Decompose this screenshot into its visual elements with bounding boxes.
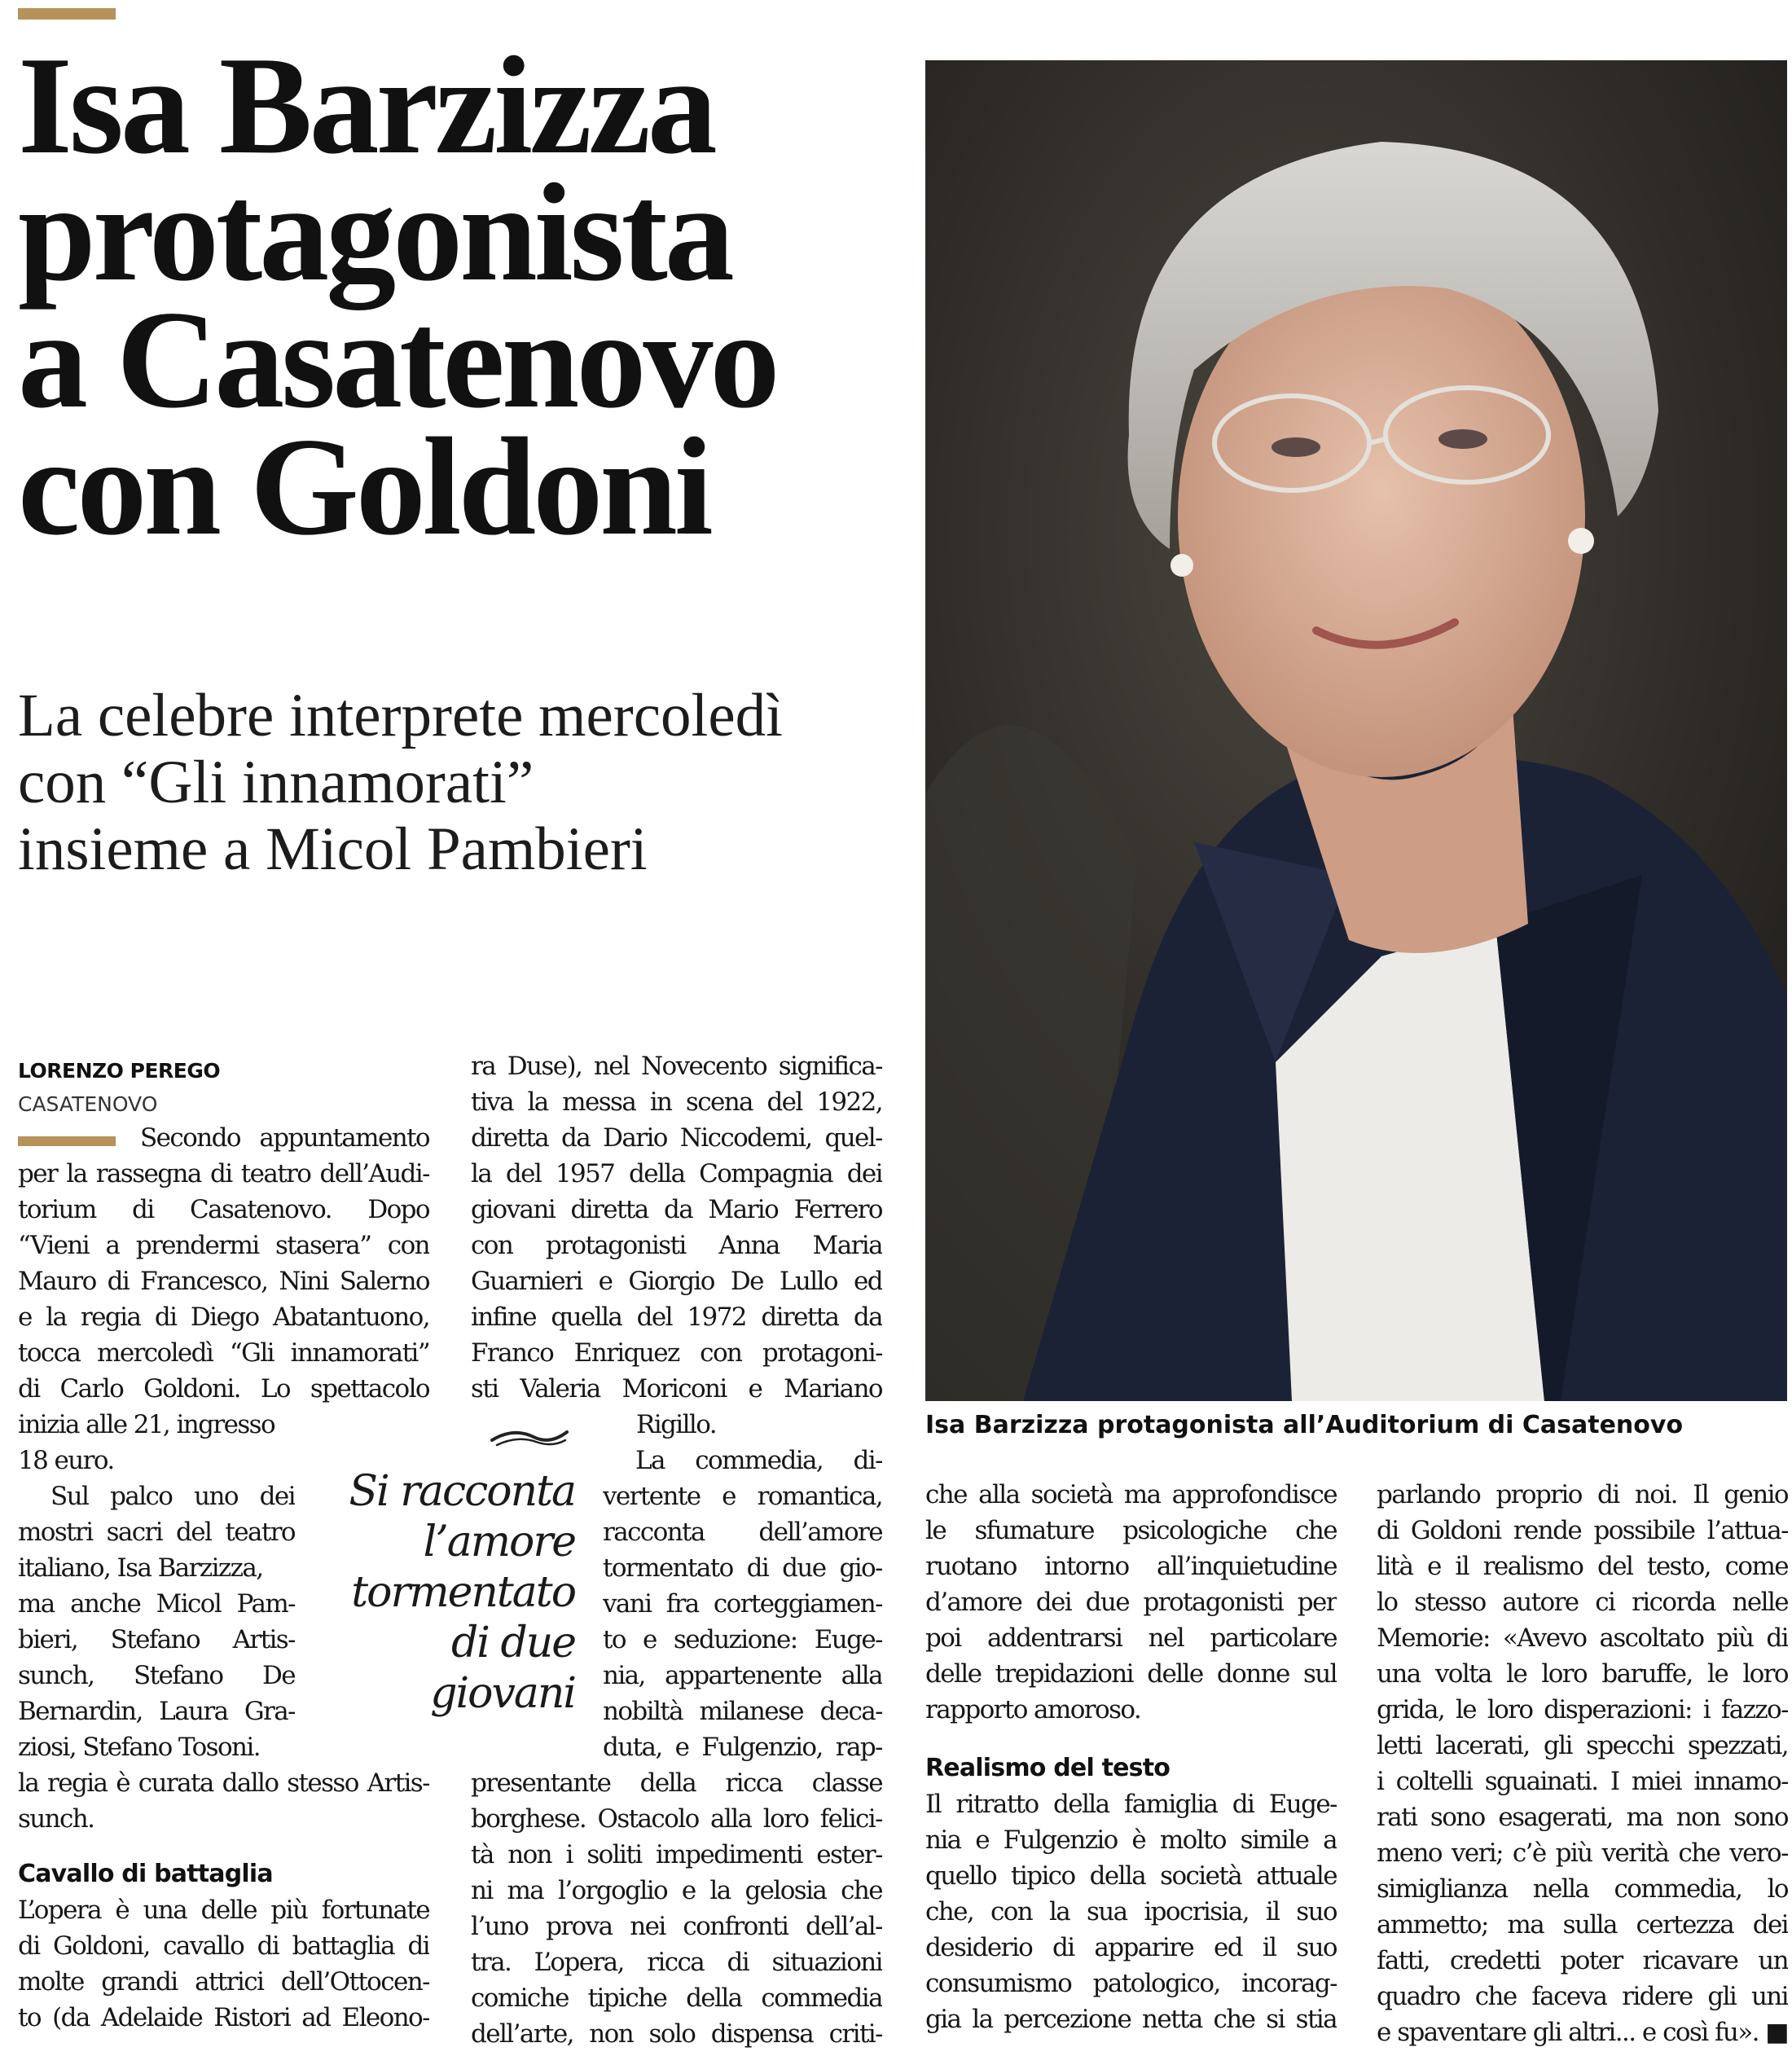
subheading-cavallo: Cavallo di battaglia <box>18 1860 273 1888</box>
subtitle-line: con “Gli innamorati” <box>18 749 534 816</box>
pull-quote <box>326 1466 575 1719</box>
article-text-line: tiva la messa in scena del 1922, <box>471 1087 882 1117</box>
article-text-line: to (da Adelaide Ristori ad Eleono- <box>18 2003 429 2032</box>
article-text-line: comiche tipiche della commedia <box>471 1984 882 2013</box>
article-text-line: Rigillo. <box>636 1410 717 1439</box>
quote-ornament-icon <box>489 1426 570 1450</box>
article-text-line: diretta da Dario Niccodemi, quel- <box>471 1123 882 1153</box>
article-text-line: la regia è curata dallo stesso Artis- <box>18 1768 429 1798</box>
article-text-line: Secondo appuntamento <box>140 1123 429 1153</box>
article-text-line: le sfumature psicologiche che <box>925 1516 1337 1545</box>
headline-line: Isa Barzizza <box>18 29 714 183</box>
article-text-line: che, con la sua ipocrisia, il suo <box>925 1897 1337 1926</box>
article-text-line: rapporto amoroso. <box>925 1695 1141 1724</box>
article-column-2-lower <box>471 1765 882 2052</box>
article-text-line: simiglianza nella commedia, lo <box>1377 1874 1788 1904</box>
article-text-line: quello tipico della società attuale <box>925 1861 1337 1891</box>
article-text-line: vertente e romantica, <box>603 1482 882 1511</box>
article-text-line: di Goldoni rende possibile l’attua- <box>1377 1516 1788 1545</box>
article-text-line: lità e il realismo del testo, come <box>1377 1552 1788 1581</box>
article-column-1b <box>18 1892 429 2036</box>
article-text-line: Franco Enriquez con protagoni- <box>471 1338 882 1368</box>
headline-line: con Goldoni <box>18 410 710 565</box>
article-text-line: quadro che faceva ridere gli uni <box>1377 1982 1788 2011</box>
article-text-line: gia la percezione netta che si stia <box>925 2005 1337 2034</box>
headline-line: protagonista <box>18 156 731 310</box>
article-text-line: delle trepidazioni delle donne sul <box>925 1659 1337 1689</box>
pull-quote-line: tormentato <box>351 1568 575 1617</box>
article-text-line: borghese. Ostacolo alla loro felici- <box>471 1804 882 1834</box>
portrait-photo <box>925 60 1787 1401</box>
article-text-line: Il ritratto della famiglia di Euge- <box>925 1790 1337 1819</box>
pull-quote-line: giovani <box>430 1669 575 1718</box>
article-column-2 <box>471 1048 882 1443</box>
article-text-line: torium di Casatenovo. Dopo <box>18 1195 429 1224</box>
headline-line: a Casatenovo <box>18 283 777 437</box>
article-text-line: nia, appartenente alla <box>603 1661 882 1690</box>
article-text-line: per la rassegna di teatro dell’Audi- <box>18 1159 429 1188</box>
article-text-line: ra Duse), nel Novecento significa- <box>471 1052 882 1081</box>
article-text-line: nobiltà milanese deca- <box>603 1697 882 1726</box>
article-text-line: e la regia di Diego Abatantuono, <box>18 1303 429 1332</box>
article-text-line: l’uno prova nei confronti dell’al- <box>471 1912 882 1941</box>
article-text-line: e spaventare gli altri... e così fu». ■ <box>1377 2018 1788 2047</box>
dateline: CASATENOVO <box>18 1092 158 1116</box>
article-text-line: tormentato di due gio- <box>603 1553 882 1583</box>
article-text-line: meno veri; c’è più verità che vero- <box>1377 1839 1788 1868</box>
article-text-line: fatti, credetti poter ricavare un <box>1377 1946 1788 1975</box>
article-text-line: consumismo patologico, incorag- <box>925 1969 1337 1998</box>
article-text-line: tà non i soliti impedimenti ester- <box>471 1840 882 1869</box>
article-text-line: ni ma l’orgoglio e la gelosia che <box>471 1876 882 1905</box>
article-text-line: to e seduzione: Euge- <box>603 1625 882 1654</box>
article-text-line: Guarnieri e Giorgio De Lullo ed <box>471 1267 882 1296</box>
article-text-line: letti lacerati, gli specchi spezzati, <box>1377 1731 1788 1760</box>
article-text-line: “Vieni a prendermi stasera” con <box>18 1231 429 1260</box>
article-text-line: ma anche Micol Pam- <box>18 1589 295 1619</box>
article-text-line: sti Valeria Moriconi e Mariano <box>471 1374 882 1404</box>
article-text-line: ammetto; ma sulla certezza dei <box>1377 1910 1788 1940</box>
article-text-line: La commedia, di- <box>635 1446 882 1475</box>
article-text-line: sunch. <box>18 1804 94 1834</box>
subtitle-line: La celebre interprete mercoledì <box>18 682 784 749</box>
article-column-3 <box>925 1477 1337 1728</box>
article-text-line: grida, le loro disperazioni: i fazzo- <box>1377 1695 1788 1724</box>
article-text-line: Memorie: «Avevo ascoltato più di <box>1377 1623 1788 1653</box>
article-text-line: vani fra corteggiamen- <box>603 1589 882 1619</box>
article-text-line: rati sono esagerati, ma non sono <box>1377 1803 1788 1832</box>
article-text-line: mostri sacri del teatro <box>18 1518 295 1547</box>
article-text-line: nia e Fulgenzio è molto simile a <box>925 1825 1337 1855</box>
article-text-line: duta, e Fulgenzio, rap- <box>603 1733 882 1762</box>
article-text-line: italiano, Isa Barzizza, <box>18 1553 263 1583</box>
top-accent-bar <box>18 8 116 20</box>
article-text-line: tra. L’opera, ricca di situazioni <box>471 1948 882 1977</box>
article-column-4 <box>1377 1477 1788 2050</box>
article-text-line: con protagonisti Anna Maria <box>471 1231 882 1260</box>
article-text-line: i coltelli sguainati. I miei innamo- <box>1377 1767 1788 1796</box>
article-text-line: che alla società ma approfondisce <box>925 1480 1337 1509</box>
article-text-line: di Goldoni, cavallo di battaglia di <box>18 1931 429 1961</box>
article-text-line: sunch, Stefano De <box>18 1661 295 1690</box>
article-text-line: poi addentrarsi nel particolare <box>925 1623 1337 1653</box>
article-text-line: Sul palco uno dei <box>51 1482 295 1511</box>
article-text-line: presentante della ricca classe <box>471 1768 882 1798</box>
headline <box>18 29 898 565</box>
article-text-line: infine quella del 1972 diretta da <box>471 1303 882 1332</box>
article-text-line: giovani diretta da Mario Ferrero <box>471 1195 882 1224</box>
article-column-2-narrow <box>603 1443 882 1765</box>
article-text-line: dell’arte, non solo dispensa criti- <box>471 2019 882 2049</box>
subtitle <box>18 683 906 883</box>
article-text-line: Mauro di Francesco, Nini Salerno <box>18 1267 429 1296</box>
pull-quote-line: l’amore <box>423 1518 575 1566</box>
subtitle-line: insieme a Micol Pambieri <box>18 815 648 883</box>
article-text-line: inizia alle 21, ingresso <box>18 1410 275 1439</box>
article-text-line: tocca mercoledì “Gli innamorati” <box>18 1338 429 1368</box>
article-text-line: d’amore dei due protagonisti per <box>925 1588 1337 1617</box>
article-text-line: una volta le loro baruffe, le loro <box>1377 1659 1788 1689</box>
article-text-line: di Carlo Goldoni. Lo spettacolo <box>18 1374 429 1404</box>
article-text-line: Bernardin, Laura Gra- <box>18 1697 295 1726</box>
article-column-3b <box>925 1786 1337 2037</box>
article-text-line: L’opera è una delle più fortunate <box>18 1896 429 1925</box>
article-text-line: parlando proprio di noi. Il genio <box>1377 1480 1788 1509</box>
subheading-realismo: Realismo del testo <box>925 1754 1171 1782</box>
portrait-illustration <box>925 60 1787 1401</box>
pull-quote-line: di due <box>451 1619 575 1667</box>
article-text-line: ziosi, Stefano Tosoni. <box>18 1733 260 1762</box>
photo-caption: Isa Barzizza protagonista all’Auditorium di Casatenovo <box>925 1411 1684 1439</box>
article-text-line: lo stesso autore ci ricorda nelle <box>1377 1588 1788 1617</box>
article-text-line: ruotano intorno all’inquietudine <box>925 1552 1337 1581</box>
article-text-line: la del 1957 della Compagnia dei <box>471 1159 882 1188</box>
article-text-line: racconta dell’amore <box>603 1518 882 1547</box>
article-text-line: molte grandi attrici dell’Ottocen- <box>18 1967 429 1997</box>
pull-quote-line: Si racconta <box>349 1467 575 1516</box>
article-text-line: bieri, Stefano Artis- <box>18 1625 295 1654</box>
author-name: LORENZO PEREGO <box>18 1059 221 1083</box>
article-text-line: desiderio di apparire ed il suo <box>925 1933 1337 1962</box>
article-text-line: 18 euro. <box>18 1446 114 1475</box>
